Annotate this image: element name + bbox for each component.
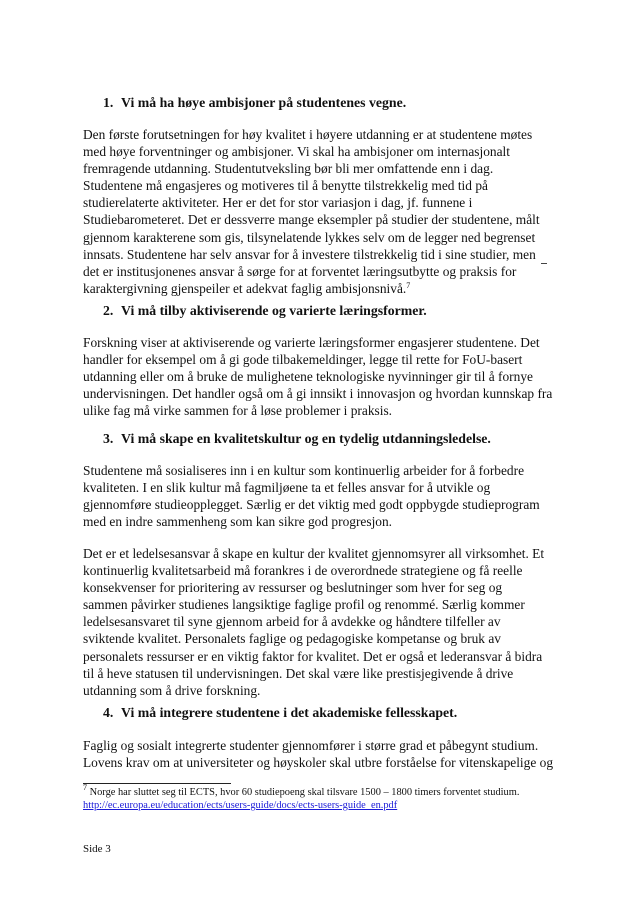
section-2-paragraph-1 bbox=[83, 334, 553, 419]
text-line: Studiebarometeret. Det er dessverre mange eksempler på studier der studentene, målt bbox=[83, 212, 540, 228]
text-line: kvaliteten. I en slik kultur må fagmiljøene ta et felles ansvar for å utvikle og bbox=[83, 480, 491, 496]
section-title: Vi må integrere studentene i det akademiske fellesskapet. bbox=[121, 705, 458, 720]
text-line-content: karaktergivning gjenspeiler et adekvat faglig ambisjonsnivå. bbox=[83, 280, 407, 296]
section-title: Vi må tilby aktiviserende og varierte læringsformer. bbox=[121, 303, 427, 318]
text-line: med høye forventninger og ambisjoner. Vi skal ha ambisjoner om internasjonalt bbox=[83, 144, 510, 160]
text-line: kontinuerlig kvalitetsarbeid må forankres i de overordnede strategiene og få reelle bbox=[83, 563, 523, 579]
section-title: Vi må skape en kvalitetskultur og en tydelig utdanningsledelse. bbox=[121, 431, 491, 446]
footnote-link[interactable]: http://ec.europa.eu/education/ects/users-guide/docs/ects-users-guide_en.pdf bbox=[83, 800, 398, 811]
text-line: innsats. Studentene har selv ansvar for å investere tilstrekkelig tid i sine studier, men bbox=[83, 246, 536, 262]
footnote-marker: 7 bbox=[83, 783, 87, 792]
footnote bbox=[83, 783, 553, 812]
section-number: 4. bbox=[103, 705, 114, 720]
section-number: 1. bbox=[103, 95, 114, 110]
footnote-text-line bbox=[83, 783, 553, 799]
text-line: gjennom karakterene som gis, tilsynelatende lykkes selv om de legger ned begrenset bbox=[83, 229, 536, 245]
text-line: Det er et ledelsesansvar å skape en kultur der kvalitet gjennomsyrer all virksomhet. Et bbox=[83, 546, 545, 561]
text-line bbox=[83, 280, 553, 297]
section-3-paragraph-1 bbox=[83, 462, 553, 530]
text-line: med en indre sammenheng som kan sikre god progresjon. bbox=[83, 514, 393, 530]
text-line: Forskning viser at aktiviserende og varierte læringsformer engasjerer studentene. Det bbox=[83, 335, 540, 350]
footnote-reference: 7 bbox=[406, 280, 411, 290]
text-line: det er institusjonenes ansvar å sørge for at forventet læringsutbytte og praksis for bbox=[83, 263, 517, 279]
text-line: ledelsesansvaret til syne gjennom arbeid for å avdekke og håndtere tilfeller av bbox=[83, 614, 501, 630]
section-1-heading bbox=[103, 94, 406, 111]
footnote-separator bbox=[83, 783, 231, 784]
text-line: sammen påvirker studienes langsiktige faglige profil og renommé. Særlig kommer bbox=[83, 597, 525, 613]
text-line: personalets ressurser er en viktig faktor for kvalitet. Det er også et lederansvar å bidra bbox=[83, 648, 543, 664]
text-line: Den første forutsetningen for høy kvalitet i høyere utdanning er at studentene møtes bbox=[83, 127, 533, 142]
text-line: fremragende utdanning. Studentutveksling bør bli mer omfattende enn i dag. bbox=[83, 161, 494, 177]
text-line: undervisningen. Det handler også om å gi innsikt i innovasjon og hvordan kunnskap fra bbox=[83, 386, 553, 402]
section-title: Vi må ha høye ambisjoner på studentenes vegne. bbox=[121, 95, 407, 110]
section-number: 2. bbox=[103, 303, 114, 318]
section-1-paragraph-1 bbox=[83, 126, 553, 297]
footnote-text: Norge har sluttet seg til ECTS, hvor 60 studiepoeng skal tilsvare 1500 – 1800 timers forventet studium. bbox=[89, 787, 520, 798]
section-number: 3. bbox=[103, 431, 114, 446]
text-line: Faglig og sosialt integrerte studenter gjennomfører i større grad et påbegynt studium. bbox=[83, 738, 539, 753]
margin-mark bbox=[541, 263, 547, 264]
section-4-paragraph-1 bbox=[83, 737, 553, 771]
text-line: utdanning som å drive forskning. bbox=[83, 682, 261, 698]
section-3-heading bbox=[103, 430, 491, 447]
text-line: studierelaterte aktiviteter. Her er det for stor variasjon i dag, jf. funnene i bbox=[83, 195, 473, 211]
text-line: sviktende kvalitet. Personalets faglige og pedagogiske kompetanse og bruk av bbox=[83, 631, 501, 647]
page-number: Side 3 bbox=[83, 843, 111, 855]
text-line: ulike fag må virke sammen for å løse problemer i praksis. bbox=[83, 403, 393, 419]
text-line: handler for eksempel om å gi gode tilbakemeldinger, legge til rette for FoU-basert bbox=[83, 352, 523, 368]
footnote-link-line bbox=[83, 799, 553, 812]
text-line: til å heve statusen til undervisningen. Det skal være like prestisjegivende å drive bbox=[83, 665, 514, 681]
text-line: utdanning eller om å bruke de mulighetene teknologiske nyvinninger gir til å fornye bbox=[83, 369, 533, 385]
section-2-heading bbox=[103, 302, 427, 319]
section-4-heading bbox=[103, 704, 457, 721]
section-3-paragraph-2 bbox=[83, 545, 553, 699]
text-line: Studentene må engasjeres og motiveres til å benytte tilstrekkelig med tid på bbox=[83, 178, 488, 194]
text-line: Studentene må sosialiseres inn i en kultur som kontinuerlig arbeider for å forbedre bbox=[83, 463, 525, 478]
text-line: konsekvenser for prioritering av ressurser og beslutninger som hver for seg og bbox=[83, 580, 503, 596]
text-line: gjennomføre studieopplegget. Særlig er det viktig med godt oppbygde studieprogram bbox=[83, 497, 540, 513]
text-line: Lovens krav om at universiteter og høyskoler skal utbre forståelse for vitenskapelige og bbox=[83, 755, 554, 771]
